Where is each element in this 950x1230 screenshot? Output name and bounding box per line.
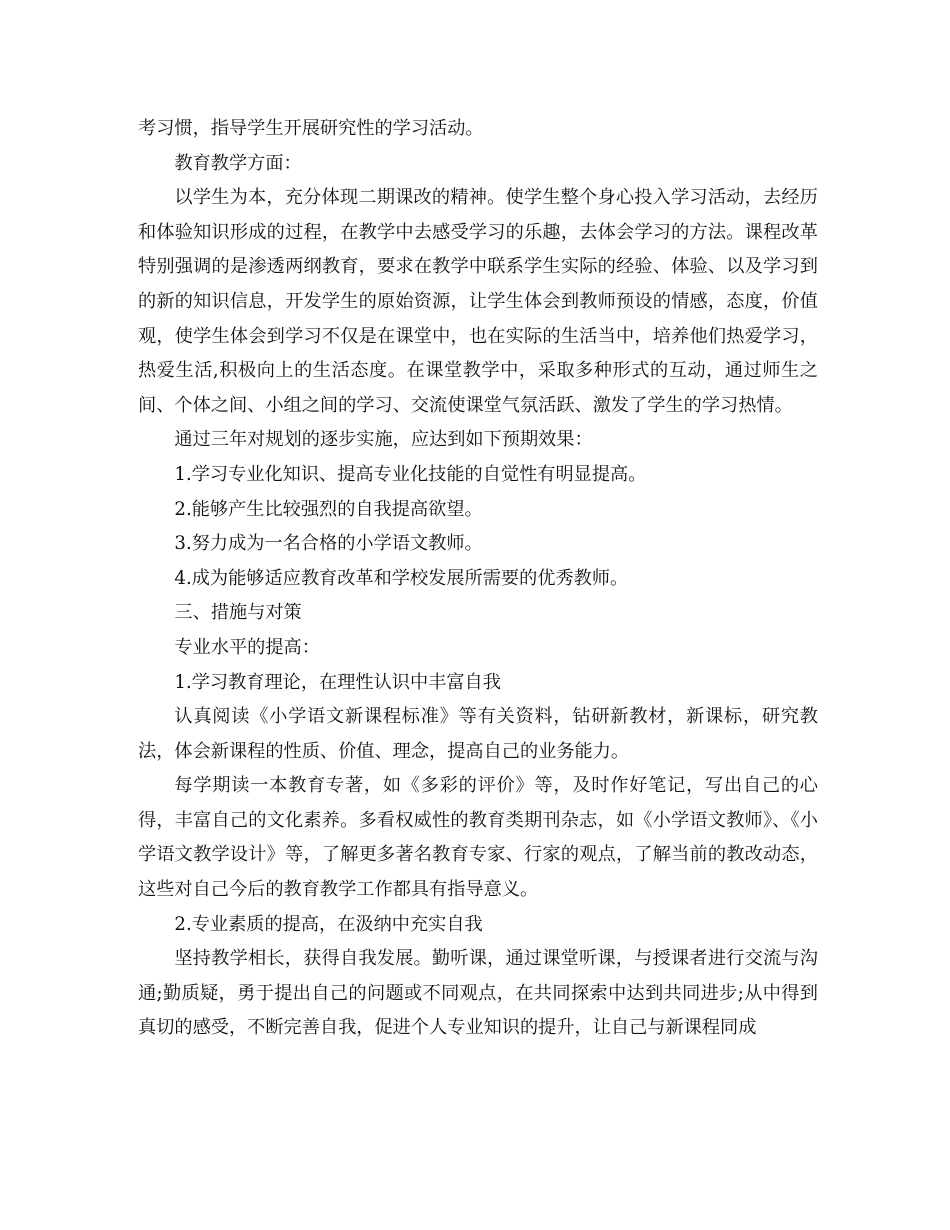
list-item-effect-1: 1.学习专业化知识、提高专业化技能的自觉性有明显提高。 [174, 463, 647, 485]
paragraph-heading-teaching: 教育教学方面： [174, 152, 302, 174]
paragraph-read-standards: 认真阅读《小学语文新课程标准》等有关资料，钻研新教材，新课标，研究教法，体会新课程的性质、价值、理念，提高自己的业务能力。 [138, 706, 818, 762]
paragraph-expected-effects: 通过三年对规划的逐步实施，应达到如下预期效果： [174, 429, 593, 451]
list-item-effect-3: 3.努力成为一名合格的小学语文教师。 [174, 533, 483, 555]
subheading-theory-study: 1.学习教育理论，在理性认识中丰富自我 [174, 671, 501, 693]
subheading-professional-quality: 2.专业素质的提高，在汲纳中充实自我 [174, 913, 483, 935]
list-item-effect-4: 4.成为能够适应教育改革和学校发展所需要的优秀教师。 [174, 567, 629, 589]
document-body [138, 112, 818, 1046]
section-heading-measures: 三、措施与对策 [174, 602, 302, 624]
paragraph-read-monographs: 每学期读一本教育专著，如《多彩的评价》等，及时作好笔记，写出自己的心得，丰富自己的文化素养。多看权威性的教育类期刊杂志，如《小学语文教师》、《小学语文教学设计》等，了解更多著名教育专家、行家的观点，了解当前的教改动态，这些对自己今后的教育教学工作都具有指导意义。 [138, 775, 818, 901]
list-item-effect-2: 2.能够产生比较强烈的自我提高欲望。 [174, 498, 483, 520]
paragraph-continuation: 考习惯，指导学生开展研究性的学习活动。 [138, 118, 484, 139]
paragraph-teaching-growth: 坚持教学相长，获得自我发展。勤听课，通过课堂听课，与授课者进行交流与沟通;勤质疑，勇于提出自己的问题或不同观点，在共同探索中达到共同进步;从中得到真切的感受，不断完善自我，促进个人专业知识的提升，让自己与新课程同成 [138, 948, 818, 1039]
paragraph-student-centered: 以学生为本，充分体现二期课改的精神。使学生整个身心投入学习活动，去经历和体验知识形成的过程，在教学中去感受学习的乐趣，去体会学习的方法。课程改革特别强调的是渗透两纲教育，要求在教学中联系学生实际的经验、体验、以及学习到的新的知识信息，开发学生的原始资源，让学生体会到教师预设的情感，态度，价值观，使学生体会到学习不仅是在课堂中，也在实际的生活当中，培养他们热爱学习，热爱生活,积极向上的生活态度。在课堂教学中，采取多种形式的互动，通过师生之间、个体之间、小组之间的学习、交流使课堂气氛活跃、激发了学生的学习热情。 [138, 187, 818, 416]
subheading-professional-level: 专业水平的提高： [174, 636, 320, 658]
